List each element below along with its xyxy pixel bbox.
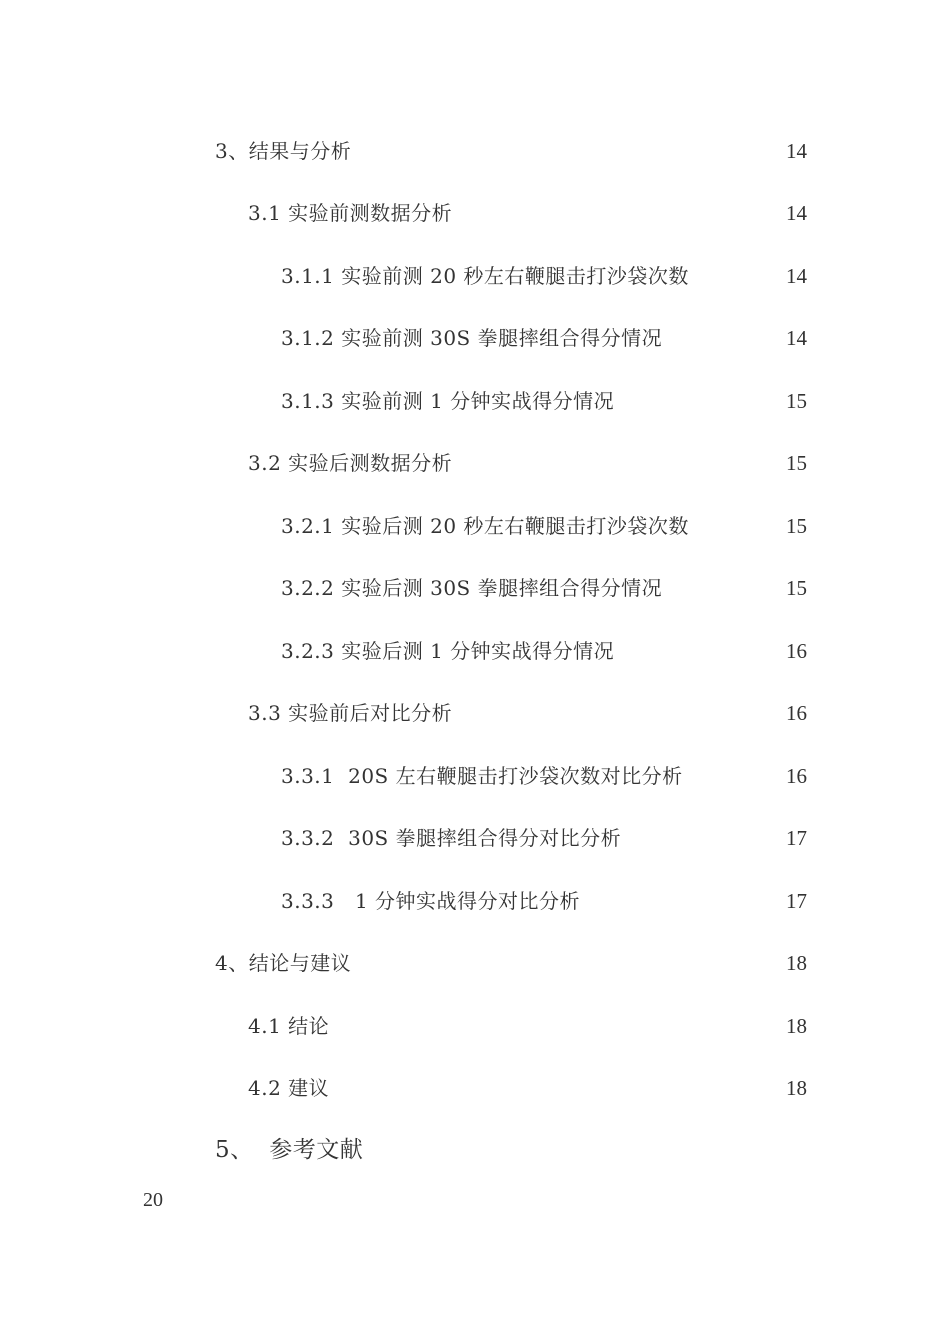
toc-entry-page: 14	[786, 326, 807, 350]
toc-entry-page: 14	[786, 201, 807, 225]
toc-entry[interactable]	[0, 1008, 950, 1044]
page-number: 20	[143, 1189, 163, 1211]
toc-entry-page: 18	[786, 1076, 807, 1100]
toc-entry[interactable]	[0, 633, 950, 669]
toc-entry-title: 3.3 实验前后对比分析	[248, 701, 453, 725]
toc-entry-title: 3.2 实验后测数据分析	[248, 451, 453, 475]
toc-entry-page: 16	[786, 639, 807, 663]
toc-entry[interactable]	[0, 508, 950, 544]
toc-entry[interactable]	[0, 445, 950, 481]
toc-entry[interactable]	[0, 383, 950, 419]
toc-entry-title: 3.3.1 20S 左右鞭腿击打沙袋次数对比分析	[281, 764, 683, 788]
toc-entry-page: 15	[786, 451, 807, 475]
toc-entry-title: 3.1.3 实验前测 1 分钟实战得分情况	[281, 389, 615, 413]
toc-entry-title: 3.1 实验前测数据分析	[248, 201, 453, 225]
toc-entry-page: 16	[786, 764, 807, 788]
toc-entry-page: 18	[786, 1014, 807, 1038]
toc-entry-page: 14	[786, 139, 807, 163]
toc-entry-title: 3.3.2 30S 拳腿摔组合得分对比分析	[281, 826, 622, 850]
toc-entry[interactable]	[0, 695, 950, 731]
toc-entry-page: 18	[786, 951, 807, 975]
toc-entry[interactable]	[0, 570, 950, 606]
toc-entry[interactable]	[0, 758, 950, 794]
toc-entry-title: 3、结果与分析	[215, 139, 352, 163]
toc-entry-title: 5、 参考文献	[215, 1137, 364, 1163]
toc-entry[interactable]	[0, 1132, 950, 1168]
toc-entry-page: 16	[786, 701, 807, 725]
toc-entry-title: 4.1 结论	[248, 1014, 330, 1038]
toc-entry[interactable]	[0, 820, 950, 856]
toc-entry[interactable]	[0, 1070, 950, 1106]
toc-entry-title: 3.3.3 1 分钟实战得分对比分析	[281, 889, 581, 913]
toc-entry[interactable]	[0, 945, 950, 981]
toc-entry-title: 3.1.2 实验前测 30S 拳腿摔组合得分情况	[281, 326, 663, 350]
toc-entry-title: 3.1.1 实验前测 20 秒左右鞭腿击打沙袋次数	[281, 264, 689, 288]
toc-entry-page: 14	[786, 264, 807, 288]
toc-entry[interactable]	[0, 195, 950, 231]
toc-entry-page: 15	[786, 389, 807, 413]
toc-entry-page: 15	[786, 514, 807, 538]
toc-entry-page: 17	[786, 889, 807, 913]
toc-entry-page: 17	[786, 826, 807, 850]
toc-entry[interactable]	[0, 258, 950, 294]
toc-entry[interactable]	[0, 320, 950, 356]
toc-entry[interactable]	[0, 883, 950, 919]
toc-entry-title: 4、结论与建议	[215, 951, 352, 975]
toc-entry-title: 4.2 建议	[248, 1076, 330, 1100]
toc-entry-title: 3.2.3 实验后测 1 分钟实战得分情况	[281, 639, 615, 663]
toc-entry-title: 3.2.2 实验后测 30S 拳腿摔组合得分情况	[281, 576, 663, 600]
toc-entry-title: 3.2.1 实验后测 20 秒左右鞭腿击打沙袋次数	[281, 514, 689, 538]
toc-entry[interactable]	[0, 133, 950, 169]
toc-entry-page: 15	[786, 576, 807, 600]
